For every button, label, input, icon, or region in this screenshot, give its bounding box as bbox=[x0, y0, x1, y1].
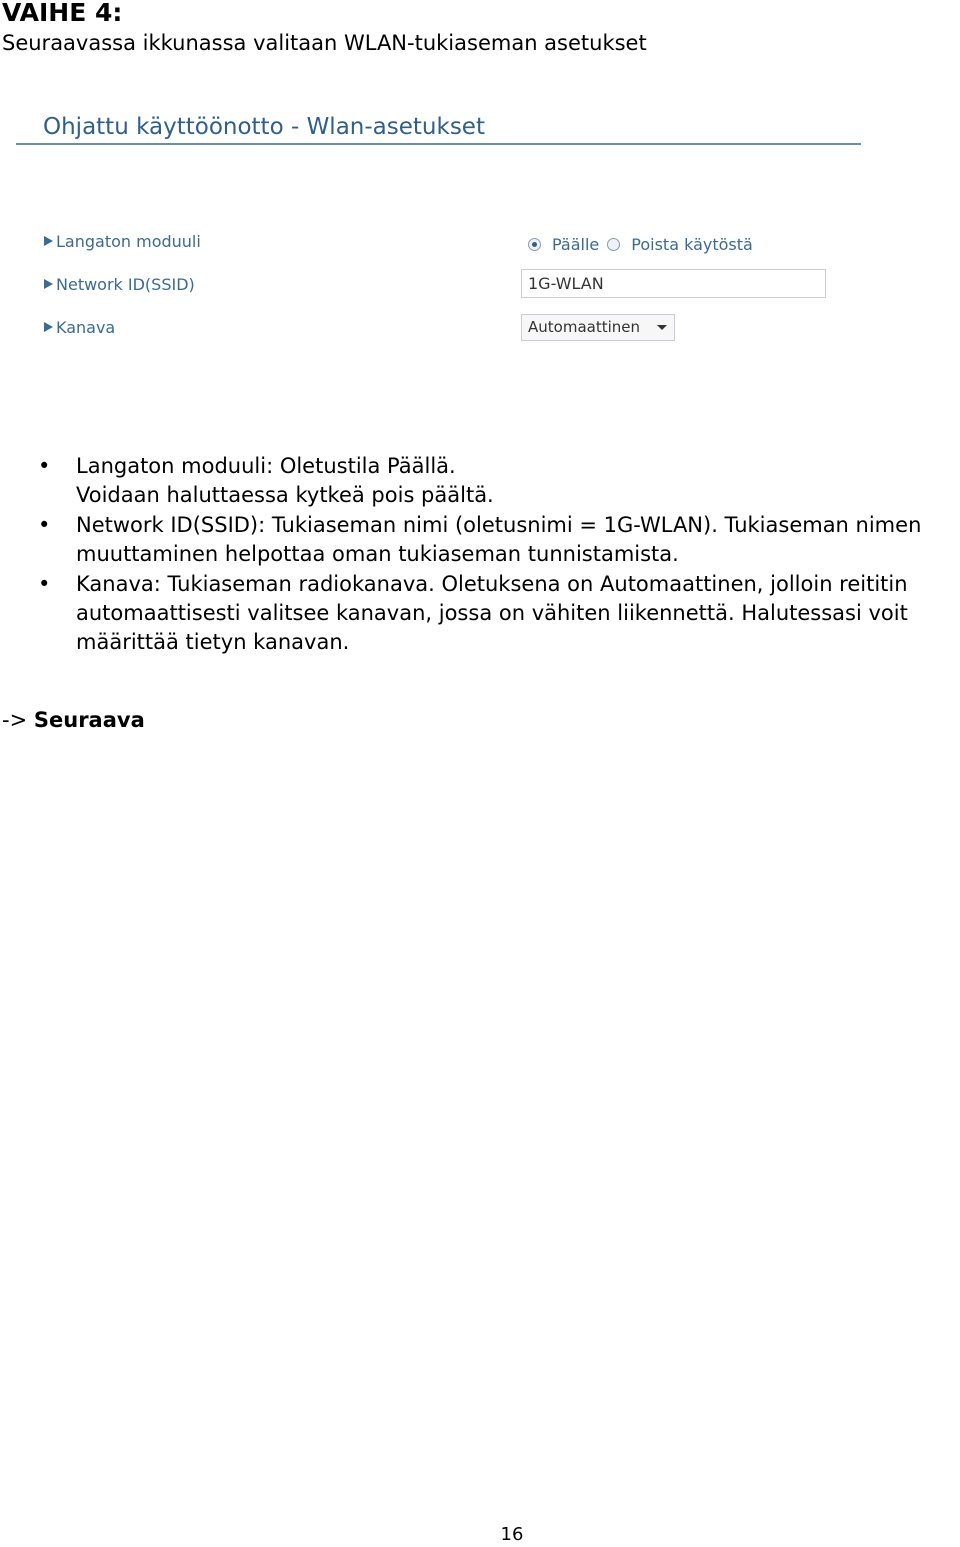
label-wireless-module bbox=[44, 232, 201, 252]
next-step-line bbox=[2, 705, 145, 735]
arrow-right-icon bbox=[44, 236, 53, 246]
list-item bbox=[0, 452, 960, 510]
step-subheading: Seuraavassa ikkunassa valitaan WLAN-tukiaseman asetukset bbox=[2, 31, 647, 55]
next-arrow: -> bbox=[2, 708, 28, 732]
list-item bbox=[0, 570, 960, 657]
step-heading: VAIHE 4: bbox=[2, 0, 123, 27]
arrow-right-icon bbox=[44, 322, 53, 332]
panel-title: Ohjattu käyttöönotto - Wlan-asetukset bbox=[43, 114, 485, 140]
next-step-label: Seuraava bbox=[33, 708, 145, 732]
channel-select[interactable] bbox=[521, 314, 675, 341]
list-item-line: automaattisesti valitsee kanavan, jossa on vähiten liikennettä. Halutessasi voit bbox=[76, 601, 908, 625]
channel-select-value: Automaattinen bbox=[528, 318, 640, 336]
label-network-id bbox=[44, 275, 195, 295]
radio-off[interactable] bbox=[607, 238, 620, 251]
list-item-line: määrittää tietyn kanavan. bbox=[76, 630, 350, 654]
bullet-icon: • bbox=[38, 513, 51, 537]
radio-on-label[interactable]: Päälle bbox=[552, 234, 600, 254]
list-item-line: muuttaminen helpottaa oman tukiaseman tunnistamista. bbox=[76, 542, 679, 566]
list-item-line: Network ID(SSID): Tukiaseman nimi (oletusnimi = 1G-WLAN). Tukiaseman nimen bbox=[76, 513, 922, 537]
wireless-module-radio-group bbox=[528, 233, 761, 255]
settings-explanation-list bbox=[0, 452, 960, 658]
list-item-line: Voidaan haluttaessa kytkeä pois päältä. bbox=[76, 483, 494, 507]
label-wireless-module-text: Langaton moduuli bbox=[56, 232, 201, 251]
bullet-icon: • bbox=[38, 572, 51, 596]
wlan-settings-screenshot bbox=[16, 108, 862, 358]
ssid-input[interactable]: 1G-WLAN bbox=[521, 269, 826, 298]
label-channel bbox=[44, 318, 115, 338]
list-item-line: Langaton moduuli: Oletustila Päällä. bbox=[76, 454, 456, 478]
label-channel-text: Kanava bbox=[56, 318, 116, 337]
list-item bbox=[0, 511, 960, 569]
bullet-icon: • bbox=[38, 454, 51, 478]
chevron-down-icon bbox=[657, 325, 667, 330]
radio-on[interactable] bbox=[528, 238, 541, 251]
panel-title-divider bbox=[16, 143, 861, 145]
arrow-right-icon bbox=[44, 279, 53, 289]
radio-off-label[interactable]: Poista käytöstä bbox=[631, 234, 753, 254]
list-item-line: Kanava: Tukiaseman radiokanava. Oletuksena on Automaattinen, jolloin reititin bbox=[76, 572, 908, 596]
label-network-id-text: Network ID(SSID) bbox=[56, 275, 195, 294]
page-number: 16 bbox=[500, 1524, 524, 1545]
